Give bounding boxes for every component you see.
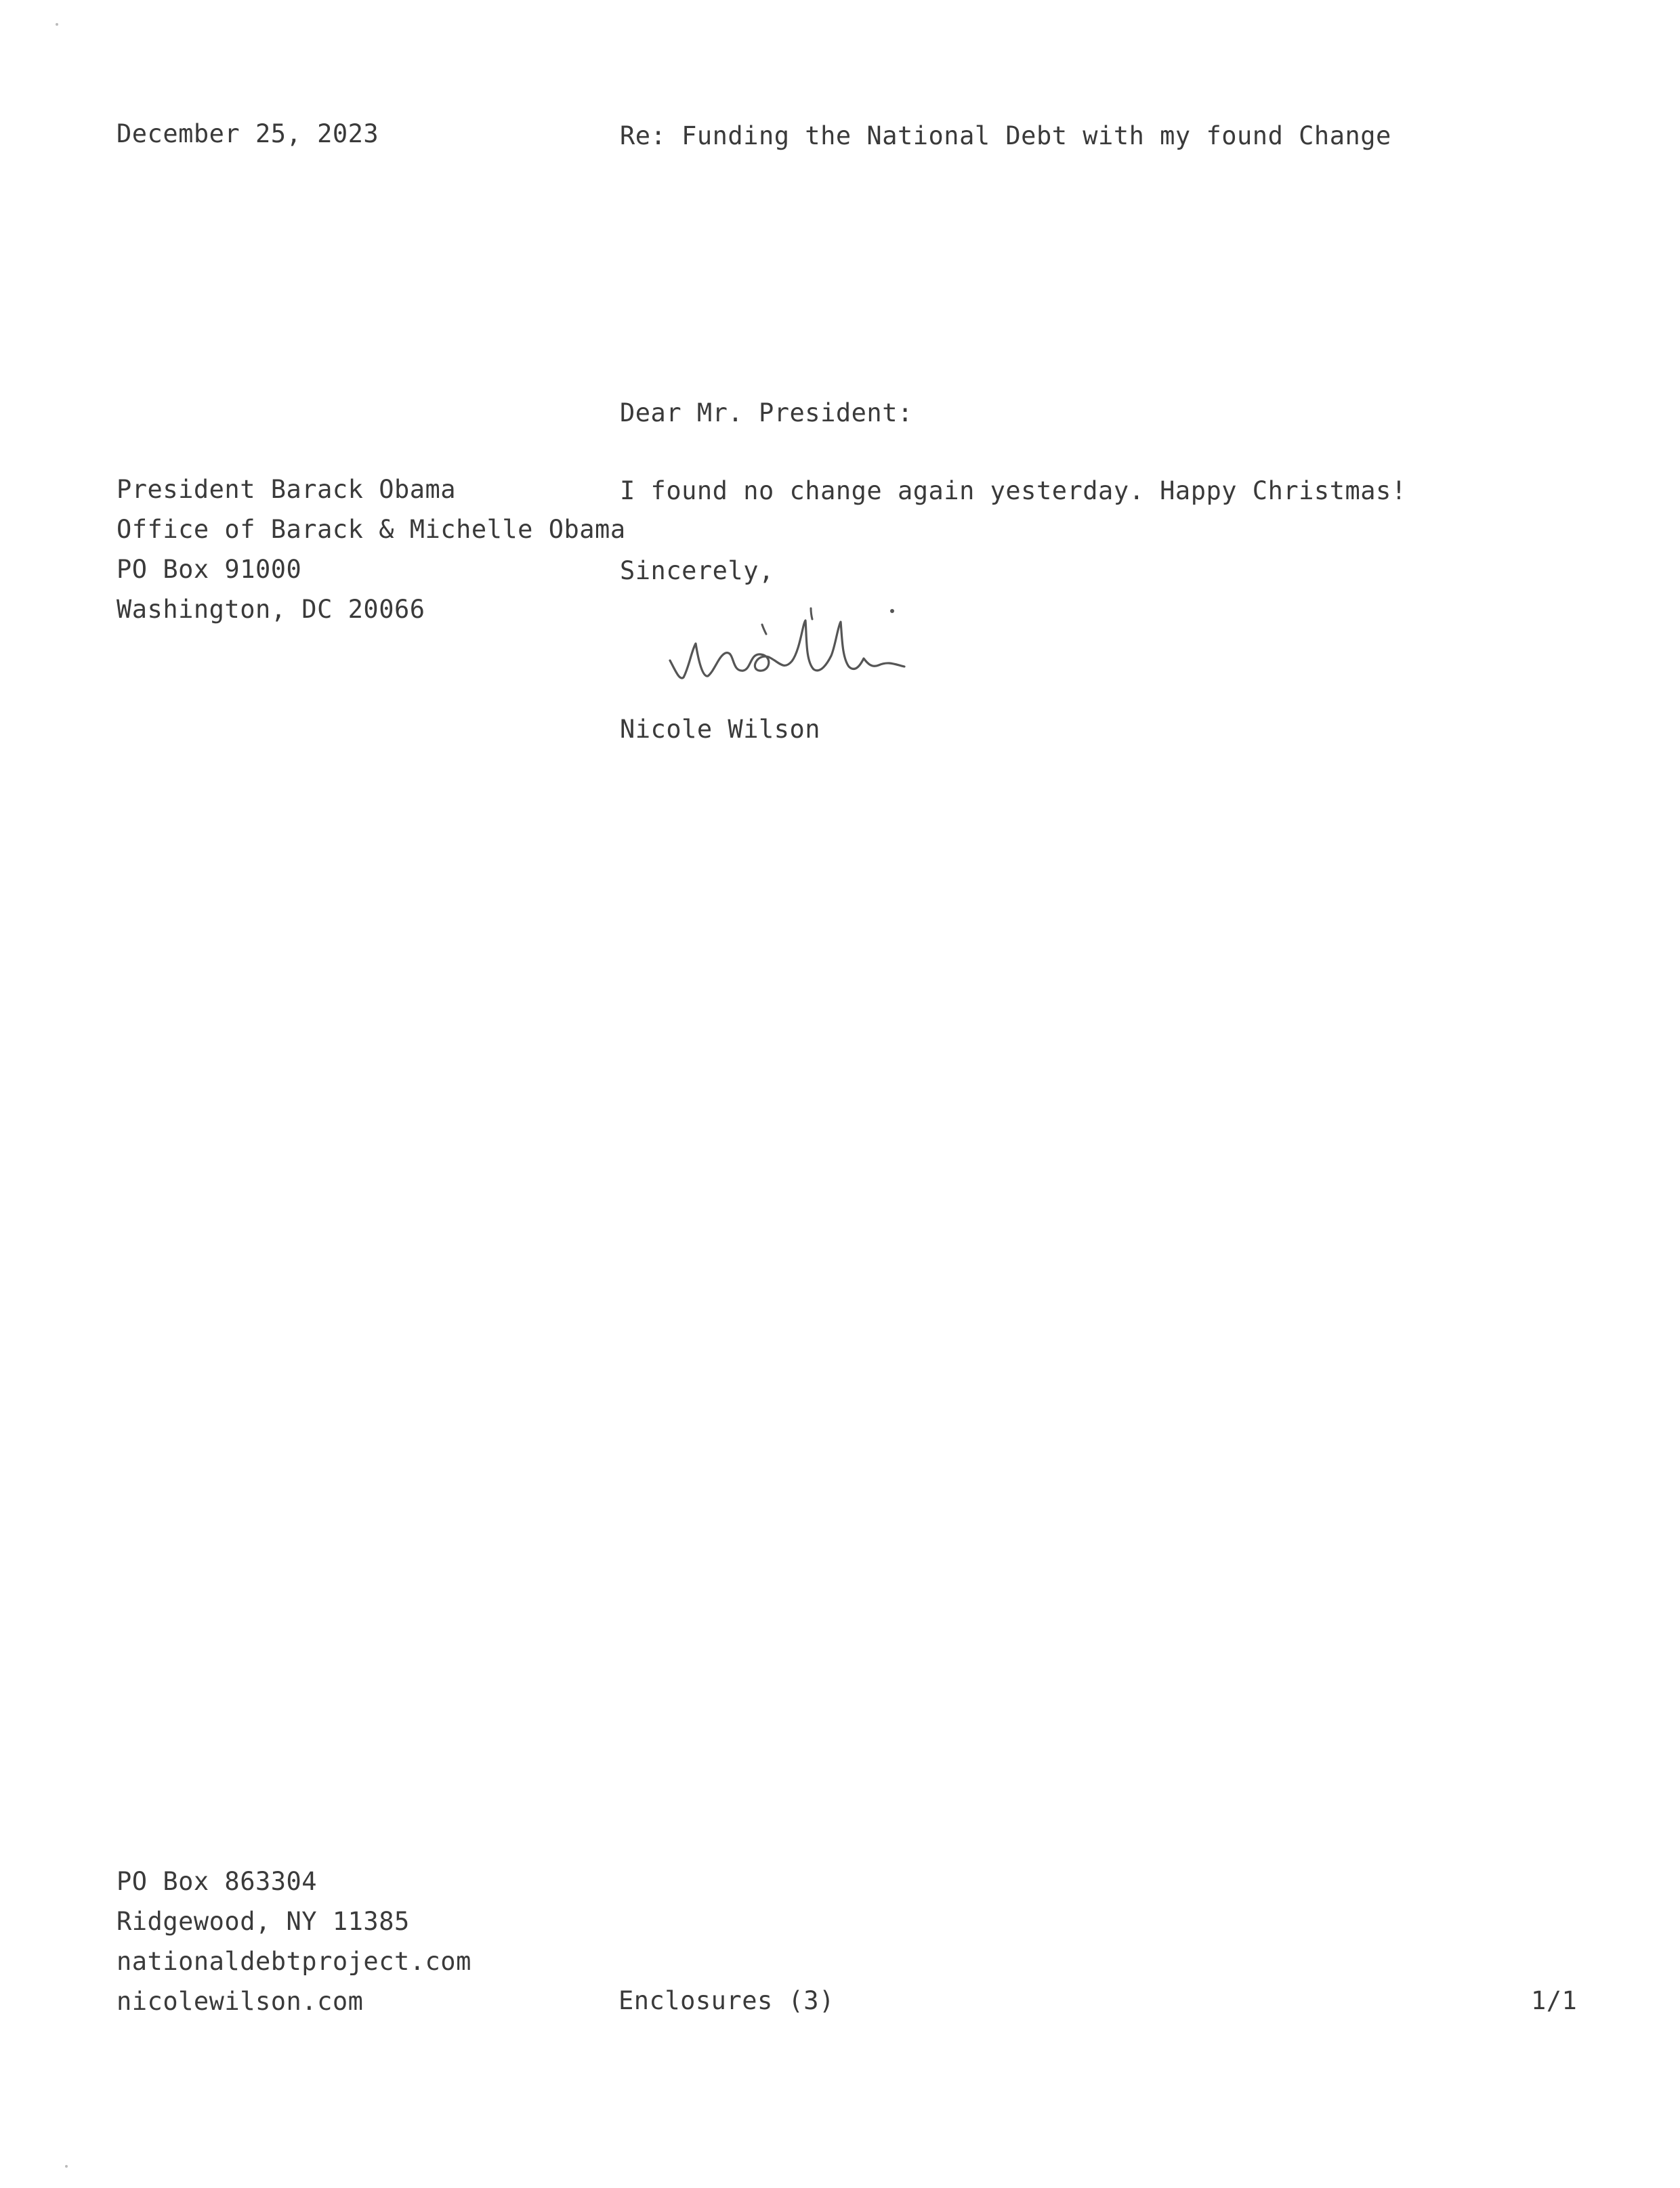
sender-website-personal: nicolewilson.com [117, 1987, 364, 2016]
recipient-po-box: PO Box 91000 [117, 555, 302, 584]
signer-name: Nicole Wilson [620, 715, 821, 744]
sender-website-project: nationaldebtproject.com [117, 1947, 471, 1976]
subject-line: Re: Funding the National Debt with my found Change [620, 121, 1391, 150]
sender-city: Ridgewood, NY 11385 [117, 1907, 410, 1936]
enclosures-note: Enclosures (3) [618, 1986, 835, 2015]
sender-po-box: PO Box 863304 [117, 1867, 318, 1896]
handwritten-signature [660, 596, 979, 698]
scan-speck [56, 23, 58, 26]
page-number: 1/1 [1531, 1986, 1578, 2015]
sender-address [117, 1861, 471, 2021]
recipient-name: President Barack Obama [117, 475, 457, 504]
letter-date: December 25, 2023 [117, 119, 379, 148]
recipient-office: Office of Barack & Michelle Obama [117, 515, 626, 544]
scan-speck [65, 2165, 68, 2168]
letter-body: I found no change again yesterday. Happy Christmas! [620, 476, 1407, 505]
salutation: Dear Mr. President: [620, 398, 913, 427]
closing: Sincerely, [620, 556, 774, 585]
recipient-city: Washington, DC 20066 [117, 595, 425, 624]
recipient-address [117, 469, 626, 629]
